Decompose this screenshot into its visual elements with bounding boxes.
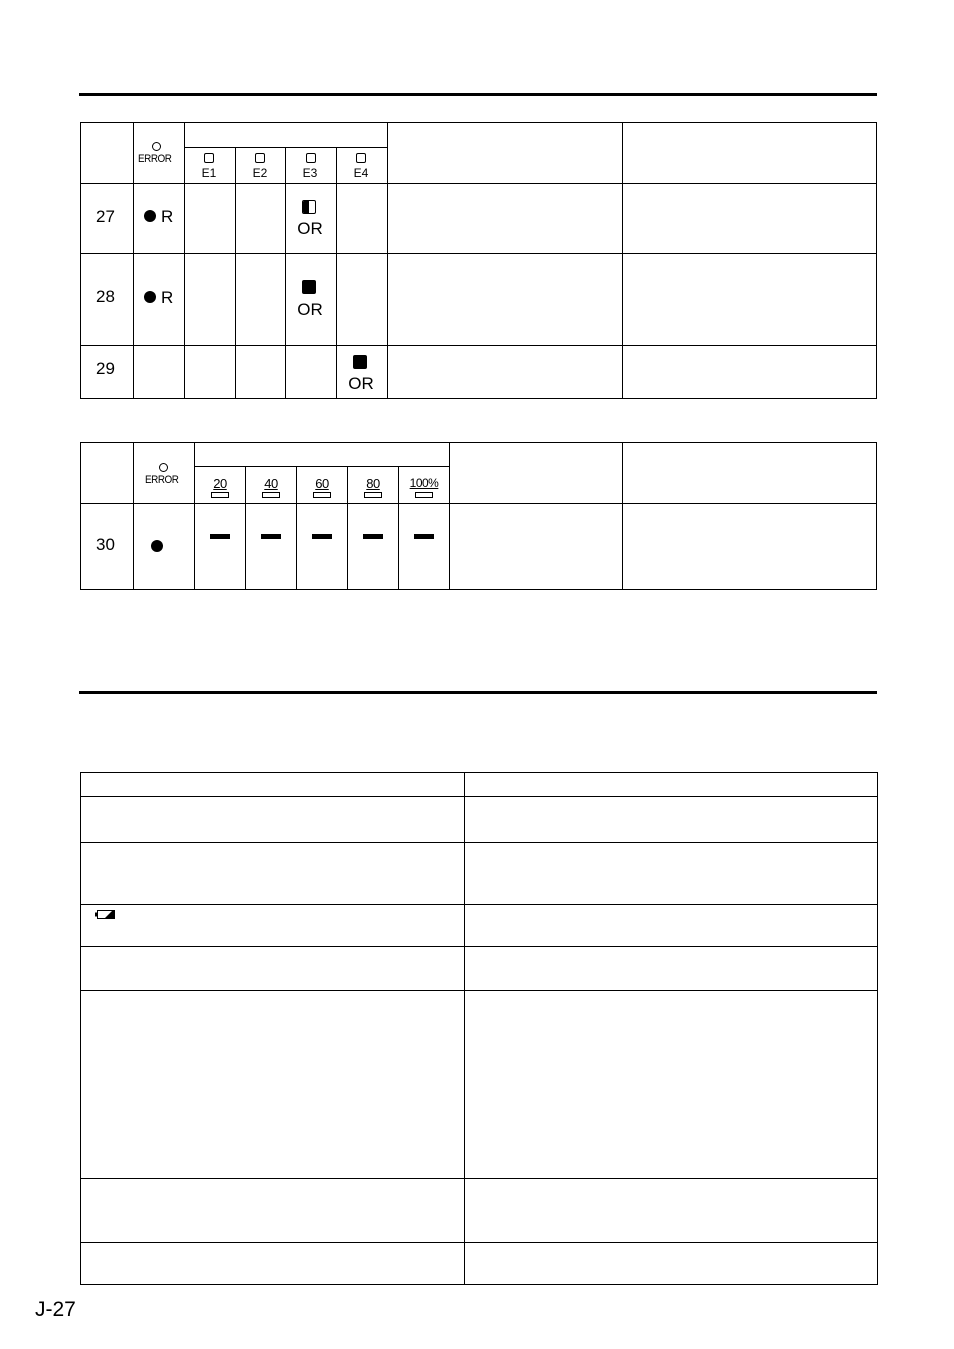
e1-label: E1 — [201, 166, 217, 180]
filled-square-icon — [302, 280, 316, 294]
dash-icon — [261, 534, 281, 539]
e4-label: E4 — [353, 166, 369, 180]
row-number: 28 — [96, 287, 115, 306]
e2-label: E2 — [252, 166, 268, 180]
symbol-label: OR — [297, 300, 323, 319]
level-40-label: 40 — [264, 476, 278, 491]
page-number: J-27 — [35, 1298, 76, 1321]
level-100-label: 100% — [409, 476, 439, 490]
level-bar-icon — [364, 492, 382, 498]
symbol-label: OR — [348, 374, 374, 393]
row-number: 29 — [96, 359, 115, 378]
filled-square-icon — [353, 355, 367, 369]
error-mark: R — [161, 207, 174, 226]
error-on-icon — [144, 291, 156, 303]
half-filled-square-icon — [302, 200, 316, 214]
level-bar-icon — [211, 492, 229, 498]
error-led-icon — [159, 463, 168, 472]
level-80-label: 80 — [366, 476, 380, 491]
row-number: 27 — [96, 207, 115, 226]
level-20-label: 20 — [213, 476, 227, 491]
level-bar-icon — [262, 492, 280, 498]
error-label: ERROR — [145, 474, 179, 486]
row-number: 30 — [96, 535, 115, 554]
dash-icon — [210, 534, 230, 539]
error-on-icon — [144, 210, 156, 222]
dash-icon — [363, 534, 383, 539]
battery-low-icon — [95, 910, 115, 919]
e1-led-icon — [204, 153, 214, 163]
error-label: ERROR — [138, 153, 172, 165]
section-rule-top — [79, 93, 877, 96]
level-60-label: 60 — [315, 476, 329, 491]
error-led-icon — [152, 142, 161, 151]
e2-led-icon — [255, 153, 265, 163]
level-bar-icon — [415, 492, 433, 498]
e3-led-icon — [306, 153, 316, 163]
symbol-label: OR — [297, 219, 323, 238]
dash-icon — [414, 534, 434, 539]
section-rule-middle — [79, 691, 877, 694]
dash-icon — [312, 534, 332, 539]
error-mark: R — [161, 288, 174, 307]
e3-label: E3 — [302, 166, 318, 180]
e4-led-icon — [356, 153, 366, 163]
error-on-icon — [151, 540, 163, 552]
level-bar-icon — [313, 492, 331, 498]
